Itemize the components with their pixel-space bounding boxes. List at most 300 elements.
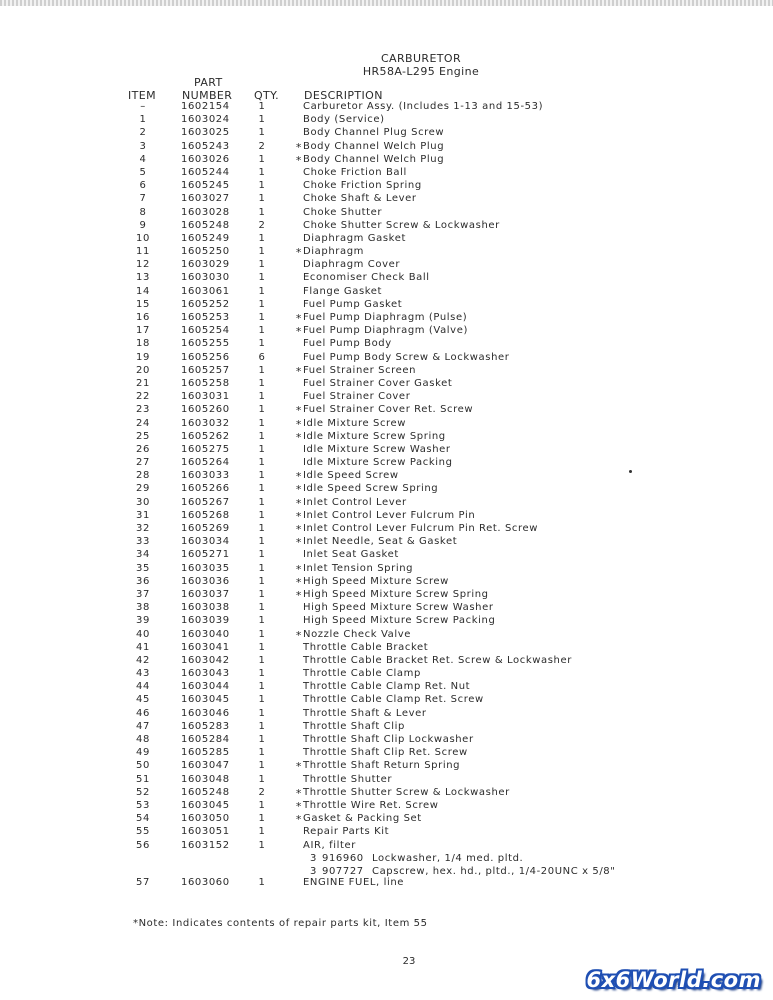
header-part-number: NUMBER	[182, 89, 233, 102]
quantity: 1	[258, 180, 266, 192]
table-row	[0, 655, 773, 668]
description: ENGINE FUEL, line	[303, 877, 405, 888]
part-number: 1603041	[181, 641, 230, 653]
quantity: 1	[258, 114, 266, 126]
item-number: 51	[136, 773, 150, 785]
table-row	[0, 523, 773, 536]
table-row	[0, 233, 773, 246]
page-subtitle: HR58A-L295 Engine	[362, 65, 480, 78]
item-number: 26	[136, 443, 150, 455]
part-number: 1603032	[181, 417, 230, 429]
description: Idle Mixture Screw Packing	[303, 457, 453, 469]
description: Flange Gasket	[303, 285, 383, 297]
part-number: 1603046	[181, 707, 230, 719]
quantity: 1	[258, 760, 266, 772]
kit-asterisk: *	[295, 509, 302, 523]
item-number: 43	[136, 668, 150, 680]
table-row	[0, 642, 773, 655]
quantity: 1	[258, 720, 266, 732]
part-number: 1605264	[181, 457, 230, 469]
item-number: 19	[136, 351, 150, 363]
item-number: 55	[136, 826, 150, 838]
kit-asterisk: *	[295, 364, 302, 378]
quantity: 6	[258, 351, 266, 363]
description: Choke Shaft & Lever	[303, 193, 417, 205]
quantity: 1	[258, 417, 266, 429]
quantity: 1	[258, 826, 266, 838]
item-number: 28	[136, 470, 150, 482]
quantity: 1	[258, 496, 266, 508]
page-number: 23	[402, 956, 416, 967]
description: Idle Speed Screw	[303, 470, 399, 482]
item-number: 31	[136, 509, 150, 521]
quantity: 1	[258, 509, 266, 521]
item-number: 47	[136, 720, 150, 732]
description: Throttle Cable Clamp Ret. Nut	[303, 681, 471, 693]
item-number: 7	[139, 193, 147, 205]
part-number: 1603044	[181, 681, 230, 693]
description: Fuel Pump Diaphragm (Valve)	[303, 325, 468, 337]
part-number: 1605252	[181, 298, 230, 310]
part-number: 1605254	[181, 325, 230, 337]
table-row	[0, 470, 773, 483]
quantity: 1	[258, 325, 266, 337]
part-number: 1603024	[181, 114, 230, 126]
table-row	[0, 813, 773, 826]
table-row	[0, 576, 773, 589]
page-title: CARBURETOR	[380, 52, 462, 65]
quantity: 1	[258, 641, 266, 653]
item-number: 48	[136, 734, 150, 745]
kit-asterisk: *	[295, 417, 302, 431]
quantity: 1	[258, 127, 266, 139]
table-row	[0, 286, 773, 299]
part-number: 1605260	[181, 404, 230, 416]
part-number: 1605266	[181, 483, 230, 495]
description: Inlet Needle, Seat & Gasket	[303, 536, 458, 548]
part-number: 1603034	[181, 536, 230, 548]
table-row	[0, 299, 773, 312]
part-number: 1603035	[181, 562, 230, 574]
table-row	[0, 589, 773, 602]
kit-asterisk: *	[295, 496, 302, 510]
item-number: 21	[136, 377, 150, 389]
part-number: 1603025	[181, 127, 230, 139]
kit-asterisk: *	[295, 760, 302, 774]
table-row	[0, 431, 773, 444]
quantity: 1	[258, 694, 266, 706]
description: High Speed Mixture Screw Packing	[303, 615, 496, 627]
table-row	[0, 207, 773, 220]
table-row	[0, 457, 773, 470]
description: Throttle Wire Ret. Screw	[303, 799, 439, 811]
quantity: 1	[258, 799, 266, 811]
description: Throttle Cable Clamp Ret. Screw	[303, 694, 484, 706]
item-number: 27	[136, 457, 150, 469]
table-row	[0, 549, 773, 562]
description: Choke Friction Ball	[303, 166, 407, 178]
description: Inlet Tension Spring	[303, 562, 414, 574]
item-number: 4	[139, 153, 147, 165]
part-number: 916960	[322, 852, 364, 864]
item-number: 35	[136, 562, 150, 574]
description: Throttle Shaft Clip	[303, 720, 405, 732]
description: Throttle Cable Bracket	[303, 641, 429, 653]
part-number: 1603061	[181, 285, 230, 297]
footnote: *Note: Indicates contents of repair parts kit, Item 55	[133, 918, 428, 929]
item-number: 2	[139, 127, 147, 139]
item-number: 22	[136, 391, 150, 403]
item-number: 37	[136, 588, 150, 600]
description: Diaphragm	[303, 246, 365, 258]
quantity: 1	[258, 206, 266, 218]
part-number: 1605269	[181, 523, 230, 534]
table-row	[0, 787, 773, 800]
description: Inlet Seat Gasket	[303, 549, 399, 561]
part-number: 1603152	[181, 839, 230, 851]
description: High Speed Mixture Screw	[303, 575, 449, 587]
table-row	[0, 127, 773, 140]
quantity: 1	[258, 391, 266, 403]
kit-asterisk: *	[295, 575, 302, 589]
header-item: ITEM	[128, 89, 157, 102]
scan-top-edge	[0, 0, 773, 6]
quantity: 1	[258, 470, 266, 482]
table-row	[0, 774, 773, 787]
part-number: 1603043	[181, 668, 230, 680]
table-row	[0, 510, 773, 523]
quantity: 1	[258, 166, 266, 178]
item-number: 6	[139, 180, 147, 192]
table-row	[0, 272, 773, 285]
description: Throttle Shaft Clip Ret. Screw	[303, 747, 468, 759]
quantity: 1	[258, 654, 266, 666]
quantity: 3	[310, 865, 317, 877]
quantity: 1	[258, 298, 266, 310]
item-number: 52	[136, 786, 150, 798]
kit-asterisk: *	[295, 786, 302, 800]
part-number: 1605255	[181, 338, 230, 350]
quantity: 1	[258, 747, 266, 759]
table-row	[0, 760, 773, 773]
table-row	[0, 615, 773, 628]
table-row	[0, 602, 773, 615]
description: Idle Mixture Screw Spring	[303, 430, 446, 442]
description: Gasket & Packing Set	[303, 813, 422, 825]
item-number: 15	[136, 298, 150, 310]
sub-row	[0, 853, 773, 866]
description: Body Channel Plug Screw	[303, 127, 445, 139]
item-number: –	[140, 101, 146, 112]
table-row	[0, 418, 773, 431]
item-number: 50	[136, 760, 150, 772]
description: Fuel Pump Body	[303, 338, 392, 350]
table-row	[0, 338, 773, 351]
description: Body (Service)	[303, 114, 385, 126]
part-number: 1605248	[181, 219, 230, 231]
description: Throttle Shutter Screw & Lockwasher	[303, 786, 510, 798]
table-row	[0, 840, 773, 853]
quantity: 1	[258, 734, 266, 745]
item-number: 5	[139, 166, 147, 178]
description: Body Channel Welch Plug	[303, 153, 445, 165]
quantity: 1	[258, 272, 266, 284]
quantity: 1	[258, 404, 266, 416]
quantity: 2	[258, 786, 266, 798]
header-qty: QTY.	[254, 89, 279, 102]
part-number: 1605267	[181, 496, 230, 508]
part-number: 1603042	[181, 654, 230, 666]
quantity: 1	[258, 773, 266, 785]
item-number: 3	[139, 140, 147, 152]
kit-asterisk: *	[295, 588, 302, 602]
item-number: 29	[136, 483, 150, 495]
table-row	[0, 721, 773, 734]
part-number: 1603040	[181, 628, 230, 640]
table-row	[0, 681, 773, 694]
item-number: 44	[136, 681, 150, 693]
description: Throttle Shaft Clip Lockwasher	[303, 734, 474, 745]
part-number: 1603027	[181, 193, 230, 205]
part-number: 1603050	[181, 813, 230, 825]
quantity: 1	[258, 602, 266, 614]
description: Capscrew, hex. hd., pltd., 1/4-20UNC x 5/8"	[372, 865, 616, 877]
quantity: 2	[258, 140, 266, 152]
item-number: 39	[136, 615, 150, 627]
table-row	[0, 312, 773, 325]
part-number: 1605283	[181, 720, 230, 732]
part-number: 1605256	[181, 351, 230, 363]
quantity: 3	[310, 852, 317, 864]
description: Choke Shutter Screw & Lockwasher	[303, 219, 500, 231]
part-number: 1603037	[181, 588, 230, 600]
part-number: 1603045	[181, 799, 230, 811]
item-number: 33	[136, 536, 150, 548]
quantity: 1	[258, 707, 266, 719]
item-number: 56	[136, 839, 150, 851]
part-number: 1603036	[181, 575, 230, 587]
description: Throttle Cable Bracket Ret. Screw & Lockwasher	[303, 654, 572, 666]
kit-asterisk: *	[295, 628, 302, 642]
header-description: DESCRIPTION	[304, 89, 383, 102]
table-row	[0, 497, 773, 510]
table-row	[0, 378, 773, 391]
item-number: 12	[136, 259, 150, 271]
kit-asterisk: *	[295, 325, 302, 339]
item-number: 57	[136, 877, 150, 888]
table-row	[0, 259, 773, 272]
item-number: 40	[136, 628, 150, 640]
item-number: 54	[136, 813, 150, 825]
table-row	[0, 141, 773, 154]
part-number: 1605249	[181, 232, 230, 244]
item-number: 14	[136, 285, 150, 297]
kit-asterisk: *	[295, 483, 302, 497]
table-row	[0, 734, 773, 747]
table-row	[0, 747, 773, 760]
part-number: 1605285	[181, 747, 230, 759]
quantity: 1	[258, 839, 266, 851]
table-row	[0, 800, 773, 813]
item-number: 41	[136, 641, 150, 653]
kit-asterisk: *	[295, 562, 302, 576]
item-number: 32	[136, 523, 150, 534]
kit-asterisk: *	[295, 470, 302, 484]
item-number: 18	[136, 338, 150, 350]
item-number: 42	[136, 654, 150, 666]
kit-asterisk: *	[295, 153, 302, 167]
kit-asterisk: *	[295, 140, 302, 154]
kit-asterisk: *	[295, 799, 302, 813]
quantity: 1	[258, 285, 266, 297]
item-number: 49	[136, 747, 150, 759]
table-row	[0, 629, 773, 642]
description: Diaphragm Gasket	[303, 232, 406, 244]
item-number: 1	[139, 114, 147, 126]
description: Lockwasher, 1/4 med. pltd.	[372, 852, 524, 864]
item-number: 10	[136, 232, 150, 244]
table-row	[0, 536, 773, 549]
part-number: 1605243	[181, 140, 230, 152]
table-row	[0, 391, 773, 404]
part-number: 1603045	[181, 694, 230, 706]
parts-table	[0, 101, 773, 879]
kit-asterisk: *	[295, 523, 302, 536]
quantity: 1	[258, 338, 266, 350]
part-number: 1605244	[181, 166, 230, 178]
table-row	[0, 114, 773, 127]
quantity: 1	[258, 523, 266, 534]
description: Inlet Control Lever Fulcrum Pin Ret. Screw	[303, 523, 539, 534]
part-number: 1603038	[181, 602, 230, 614]
kit-asterisk: *	[295, 312, 302, 325]
table-row	[0, 708, 773, 721]
quantity: 1	[258, 101, 266, 112]
item-number: 36	[136, 575, 150, 587]
description: High Speed Mixture Screw Spring	[303, 588, 489, 600]
description: Fuel Pump Gasket	[303, 298, 403, 310]
description: Fuel Strainer Cover	[303, 391, 411, 403]
part-number: 1603051	[181, 826, 230, 838]
quantity: 1	[258, 193, 266, 205]
description: Throttle Cable Clamp	[303, 668, 421, 680]
description: Fuel Pump Diaphragm (Pulse)	[303, 312, 468, 323]
quantity: 1	[258, 457, 266, 469]
item-number: 46	[136, 707, 150, 719]
item-number: 53	[136, 799, 150, 811]
table-row	[0, 167, 773, 180]
table-row	[0, 444, 773, 457]
quantity: 1	[258, 562, 266, 574]
description: Choke Friction Spring	[303, 180, 422, 192]
description: AIR, filter	[303, 839, 356, 851]
part-number: 1605275	[181, 443, 230, 455]
part-number: 1605271	[181, 549, 230, 561]
description: Carburetor Assy. (Includes 1-13 and 15-53)	[303, 101, 544, 112]
table-row	[0, 154, 773, 167]
description: Idle Mixture Screw Washer	[303, 443, 451, 455]
table-row	[0, 694, 773, 707]
description: Fuel Pump Body Screw & Lockwasher	[303, 351, 510, 363]
description: Fuel Strainer Cover Ret. Screw	[303, 404, 474, 416]
part-number: 1605257	[181, 364, 230, 376]
description: Inlet Control Lever Fulcrum Pin	[303, 509, 476, 521]
quantity: 2	[258, 219, 266, 231]
description: Body Channel Welch Plug	[303, 140, 445, 152]
part-number: 1603048	[181, 773, 230, 785]
description: Idle Mixture Screw	[303, 417, 407, 429]
quantity: 1	[258, 588, 266, 600]
table-row	[0, 101, 773, 114]
part-number: 1605268	[181, 509, 230, 521]
item-number: 13	[136, 272, 150, 284]
part-number: 1603030	[181, 272, 230, 284]
table-row	[0, 668, 773, 681]
part-number: 907727	[322, 865, 364, 877]
table-row	[0, 365, 773, 378]
quantity: 1	[258, 549, 266, 561]
part-number: 1605262	[181, 430, 230, 442]
part-number: 1603029	[181, 259, 230, 271]
part-number: 1605284	[181, 734, 230, 745]
kit-asterisk: *	[295, 404, 302, 418]
quantity: 1	[258, 430, 266, 442]
quantity: 1	[258, 377, 266, 389]
description: Fuel Strainer Screen	[303, 364, 417, 376]
part-number: 1605245	[181, 180, 230, 192]
table-row	[0, 404, 773, 417]
description: Fuel Strainer Cover Gasket	[303, 377, 453, 389]
kit-asterisk: *	[295, 430, 302, 444]
quantity: 1	[258, 364, 266, 376]
table-row	[0, 352, 773, 365]
quantity: 1	[258, 153, 266, 165]
description: High Speed Mixture Screw Washer	[303, 602, 494, 614]
item-number: 34	[136, 549, 150, 561]
description: Repair Parts Kit	[303, 826, 390, 838]
quantity: 1	[258, 443, 266, 455]
part-number: 1605248	[181, 786, 230, 798]
description: Inlet Control Lever	[303, 496, 407, 508]
item-number: 16	[136, 312, 150, 323]
part-number: 1603031	[181, 391, 230, 403]
table-row	[0, 563, 773, 576]
table-row	[0, 220, 773, 233]
table-row	[0, 246, 773, 259]
table-row	[0, 826, 773, 839]
item-number: 8	[139, 206, 147, 218]
part-number: 1603026	[181, 153, 230, 165]
kit-asterisk: *	[295, 536, 302, 550]
description: Throttle Shutter	[303, 773, 393, 785]
kit-asterisk: *	[295, 246, 302, 260]
part-number: 1603060	[181, 877, 230, 888]
description: Economiser Check Ball	[303, 272, 430, 284]
part-number: 1603039	[181, 615, 230, 627]
quantity: 1	[258, 536, 266, 548]
quantity: 1	[258, 681, 266, 693]
description: Throttle Shaft & Lever	[303, 707, 427, 719]
quantity: 1	[258, 232, 266, 244]
quantity: 1	[258, 668, 266, 680]
kit-asterisk: *	[295, 813, 302, 827]
part-number: 1602154	[181, 101, 230, 112]
item-number: 30	[136, 496, 150, 508]
quantity: 1	[258, 628, 266, 640]
item-number: 9	[139, 219, 147, 231]
quantity: 1	[258, 483, 266, 495]
quantity: 1	[258, 877, 266, 888]
